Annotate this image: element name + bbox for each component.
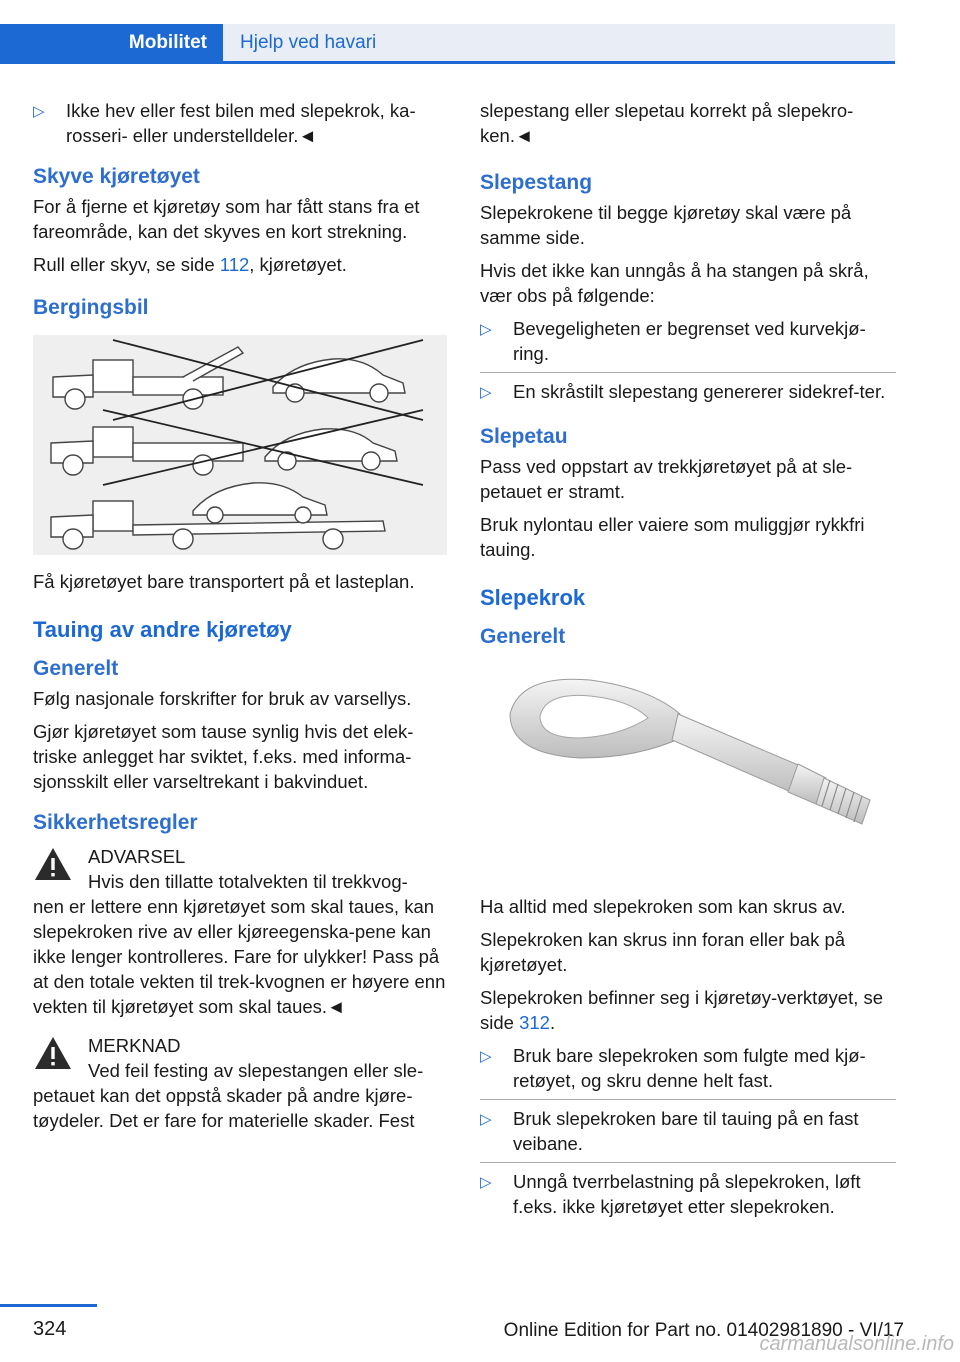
text-span: . (549, 1012, 556, 1033)
list-divider (480, 372, 896, 373)
section-heading-slepekrok: Slepekrok (480, 585, 586, 610)
paragraph (480, 985, 896, 1035)
section-heading-bergingsbil: Bergingsbil (33, 296, 149, 319)
paragraph: Slepekroken kan skrus inn foran eller bak på kjøretøyet. (480, 929, 846, 975)
text-span: Slepekroken befinner seg i kjøretøy-verktøyet, se side (480, 987, 884, 1033)
section-heading-tauing: Tauing av andre kjøretøy (33, 617, 292, 642)
footer-rule (0, 1304, 97, 1307)
list-divider (480, 1162, 896, 1163)
tow-hook-illustration (480, 654, 894, 894)
header-rule (0, 61, 895, 64)
triangle-bullet-icon: ▷ (33, 103, 45, 120)
section-heading-skyve: Skyve kjøretøyet (33, 165, 200, 188)
right-column (480, 98, 896, 1219)
paragraph: Slepekrokene til begge kjøretøy skal være på samme side. (480, 202, 852, 248)
notice-lead: Ved feil festing av slepestangen eller sle- (88, 1060, 424, 1081)
list-item (480, 316, 896, 366)
list-item-text: Bruk slepekroken bare til tauing på en fast veibane. (513, 1108, 859, 1154)
page-header (0, 0, 960, 64)
triangle-bullet-icon: ▷ (480, 1048, 492, 1065)
list-item (480, 379, 896, 404)
paragraph: Bruk nylontau eller vaiere som muliggjør rykkfri tauing. (480, 514, 865, 560)
paragraph: For å fjerne et kjøretøy som har fått stans fra et fareområde, kan det skyves en kort strekning. (33, 196, 420, 242)
warning-triangle-icon (33, 846, 73, 882)
warning-body: nen er lettere enn kjøretøyet som skal taues, kan slepekroken rive av eller kjøreegenska-pene kan ikke lenger kontrolleres. Fare for ulykker! Pass på at den totale vekten til trek-kvognen er høyere enn vekten til kjøretøyet som skal taues.◄ (33, 896, 446, 1017)
section-heading-slepetau: Slepetau (480, 425, 568, 448)
list-item-text: En skråstilt slepestang genererer sidekref-ter. (513, 381, 886, 402)
edition-note: Online Edition for Part no. 01402981890 - VI/17 (503, 1320, 904, 1341)
page-link-112[interactable]: 112 (219, 254, 250, 275)
page-number: 324 (33, 1318, 67, 1340)
notice-body: petauet kan det oppstå skader på andre kjøre-tøydeler. Det er fare for materielle skader. Fest (33, 1085, 415, 1131)
list-item-text: Ikke hev eller fest bilen med slepekrok, ka-rosseri- eller understelldeler.◄ (66, 100, 416, 146)
warning-title: ADVARSEL (88, 846, 186, 867)
section-heading-generelt: Generelt (33, 657, 119, 680)
text-span: Rull eller skyv, se side (33, 254, 220, 275)
list-item (480, 1106, 896, 1156)
triangle-bullet-icon: ▷ (480, 384, 492, 401)
warning-notice (33, 844, 449, 1019)
list-item (480, 1169, 896, 1219)
list-item (33, 98, 449, 148)
section-heading-slepestang: Slepestang (480, 171, 593, 194)
warning-lead: Hvis den tillatte totalvekten til trekkvog- (88, 871, 408, 892)
notice-title: MERKNAD (88, 1035, 181, 1056)
paragraph (33, 252, 449, 277)
paragraph: Pass ved oppstart av trekkjøretøyet på at sle-petauet er stramt. (480, 456, 853, 502)
tow-truck-illustration (33, 335, 447, 555)
list-divider (480, 1099, 896, 1100)
paragraph: Følg nasjonale forskrifter for bruk av varsellys. (33, 688, 412, 709)
warning-triangle-icon (33, 1035, 73, 1071)
tab-hjelp-ved-havari[interactable]: Hjelp ved havari (223, 24, 895, 61)
list-item-text: Unngå tverrbelastning på slepekroken, løft f.eks. ikke kjøretøyet etter slepekroken. (513, 1171, 861, 1217)
paragraph: Ha alltid med slepekroken som kan skrus av. (480, 896, 846, 917)
tow-hook-drawing (480, 654, 894, 894)
list-item-text: Bruk bare slepekroken som fulgte med kjø-retøyet, og skru denne helt fast. (513, 1045, 866, 1091)
paragraph: Hvis det ikke kan unngås å ha stangen på skrå, vær obs på følgende: (480, 260, 869, 306)
tab-mobilitet[interactable]: Mobilitet (0, 24, 223, 61)
paragraph: Gjør kjøretøyet som tause synlig hvis det elek-triske anlegget har sviktet, f.eks. med informa-sjonsskilt eller varseltrekant i bakvinduet. (33, 721, 414, 792)
list-item (480, 1043, 896, 1093)
watermark: carmanualsonline.info (759, 1333, 954, 1355)
tow-truck-drawing (33, 335, 447, 555)
paragraph: slepestang eller slepetau korrekt på slepekro-ken.◄ (480, 100, 854, 146)
page-link-312[interactable]: 312 (519, 1012, 550, 1033)
triangle-bullet-icon: ▷ (480, 1174, 492, 1191)
list-item-text: Bevegeligheten er begrenset ved kurvekjø-ring. (513, 318, 866, 364)
text-span: , kjøretøyet. (249, 254, 347, 275)
section-heading-sikkerhetsregler: Sikkerhetsregler (33, 811, 198, 834)
notice (33, 1033, 449, 1133)
figure-caption: Få kjøretøyet bare transportert på et lasteplan. (33, 571, 415, 592)
section-heading-generelt-right: Generelt (480, 625, 566, 648)
triangle-bullet-icon: ▷ (480, 321, 492, 338)
left-column (33, 98, 449, 1133)
triangle-bullet-icon: ▷ (480, 1111, 492, 1128)
